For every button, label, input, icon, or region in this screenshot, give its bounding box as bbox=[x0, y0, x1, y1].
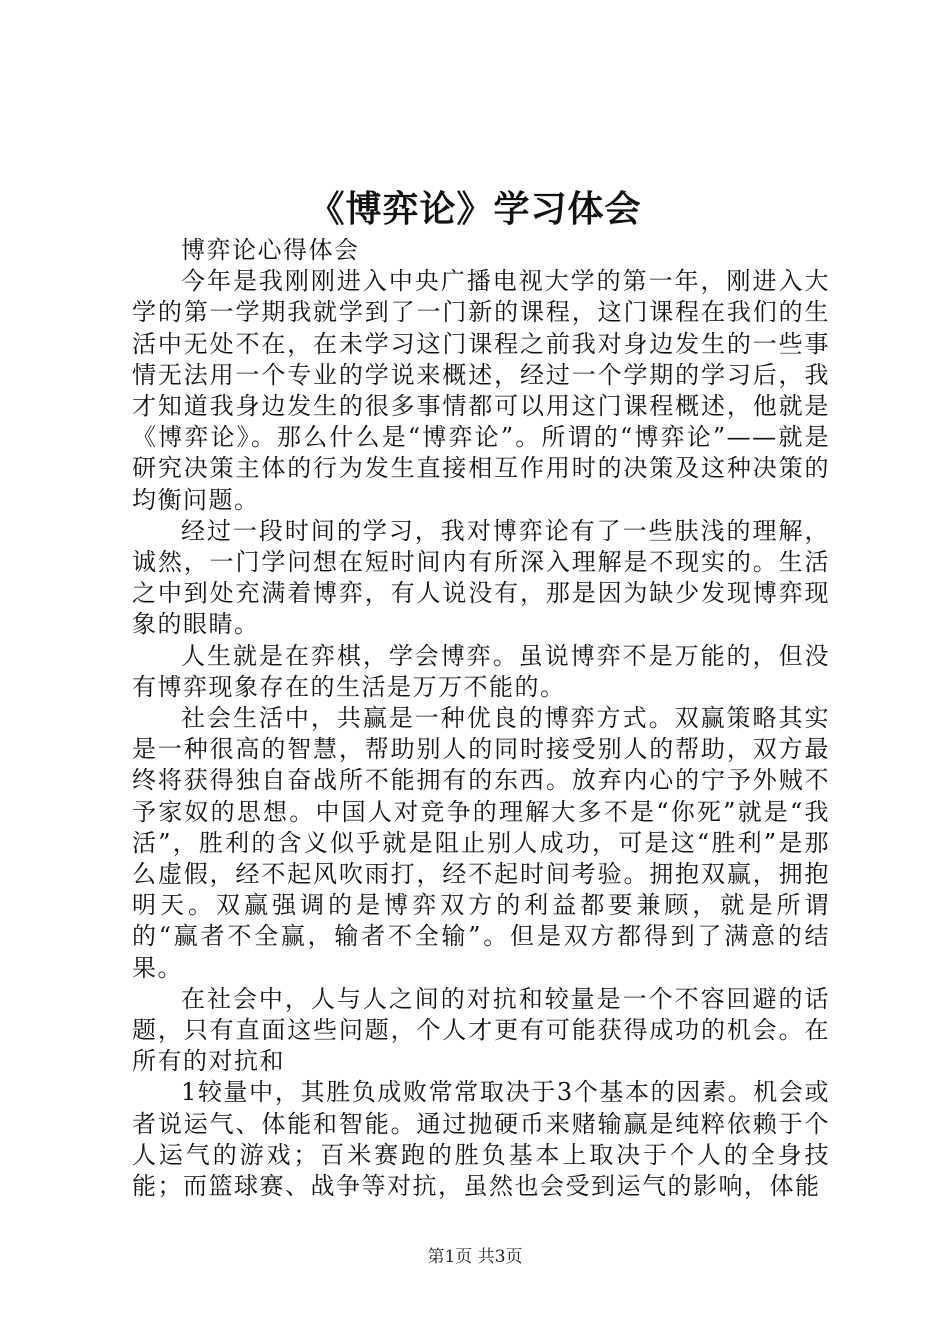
paragraph-subtitle: 博弈论心得体会 bbox=[181, 236, 360, 264]
paragraph: 经过一段时间的学习，我对博弈论有了一些肤浅的理解，诚然，一门学问想在短时间内有所深入理解是不现实的。生活之中到处充满着博弈，有人说没有，那是因为缺少发现博弈现象的眼睛。 bbox=[132, 516, 830, 639]
paragraph: 社会生活中，共赢是一种优良的博弈方式。双赢策略其实是一种很高的智慧，帮助别人的同时接受别人的帮助，双方最终将获得独自奋战所不能拥有的东西。放弃内心的宁予外贼不予家奴的思想。中国人对竞争的理解大多不是“你死”就是“我活”，胜利的含义似乎就是阻止别人成功，可是这“胜利”是那么虚假，经不起风吹雨打，经不起时间考验。拥抱双赢，拥抱明天。双赢强调的是博弈双方的利益都要兼顾，就是所谓的“赢者不全赢，输者不全输”。但是双方都得到了满意的结果。 bbox=[132, 704, 830, 982]
document-body bbox=[132, 235, 830, 1202]
document-title: 《博弈论》学习体会 bbox=[308, 189, 642, 230]
paragraph: 1较量中，其胜负成败常常取决于3个基本的因素。机会或者说运气、体能和智能。通过抛硬币来赌输赢是纯粹依赖于个人运气的游戏；百米赛跑的胜负基本上取决于个人的全身技能；而篮球赛、战争等对抗，虽然也会受到运气的影响，体能 bbox=[132, 1078, 830, 1201]
page-number-footer: 第1页 共3页 bbox=[427, 1247, 523, 1267]
paragraph: 今年是我刚刚进入中央广播电视大学的第一年，刚进入大学的第一学期我就学到了一门新的课程，这门课程在我们的生活中无处不在，在未学习这门课程之前我对身边发生的一些事情无法用一个专业的学说来概述，经过一个学期的学习后，我才知道我身边发生的很多事情都可以用这门课程概述，他就是《博弈论》。那么什么是“博弈论”。所谓的“博弈论”——就是研究决策主体的行为发生直接相互作用时的决策及这种决策的均衡问题。 bbox=[132, 267, 830, 514]
paragraph: 人生就是在弈棋，学会博弈。虽说博弈不是万能的，但没有博弈现象存在的生活是万万不能的。 bbox=[132, 641, 830, 701]
paragraph: 在社会中，人与人之间的对抗和较量是一个不容回避的话题，只有直面这些问题，个人才更有可能获得成功的机会。在所有的对抗和 bbox=[132, 984, 830, 1076]
